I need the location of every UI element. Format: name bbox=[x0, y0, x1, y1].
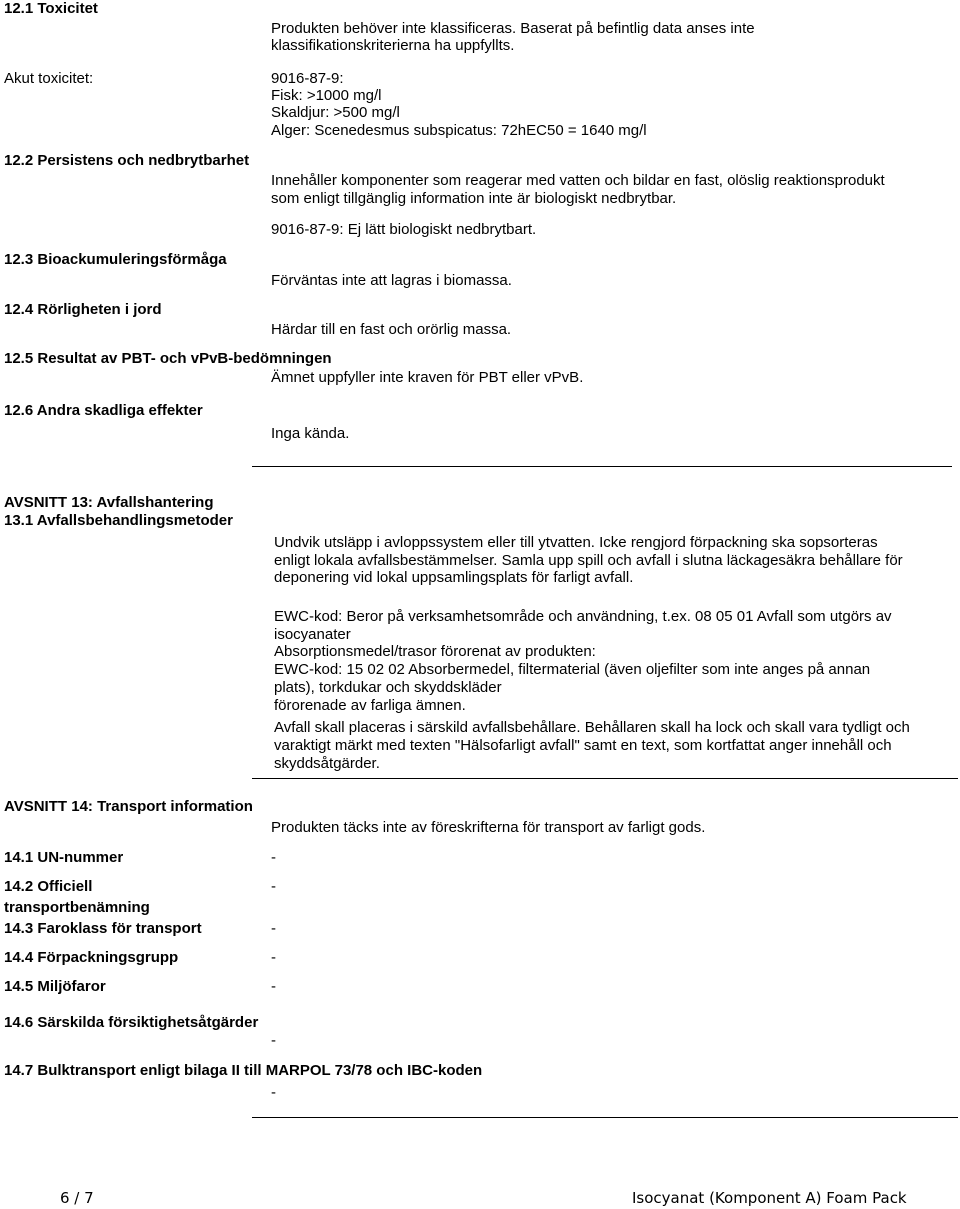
label-14-2-line-2: transportbenämning bbox=[4, 899, 150, 916]
waste-para-2-line-7: Avfall skall placeras i särskild avfallsbehållare. Behållaren skall ha lock och skall vara tydligt och bbox=[274, 719, 910, 736]
waste-para-2-line-5: plats), torkdukar och skyddskläder bbox=[274, 679, 502, 696]
label-14-3: 14.3 Faroklass för transport bbox=[4, 920, 202, 937]
section-divider bbox=[252, 1117, 958, 1118]
toxicity-text-line-2: klassifikationskriterierna ha uppfyllts. bbox=[271, 37, 515, 54]
heading-12-3: 12.3 Bioackumuleringsförmåga bbox=[4, 251, 227, 268]
acute-toxicity-crustacea: Skaldjur: >500 mg/l bbox=[271, 104, 400, 121]
label-14-4: 14.4 Förpackningsgrupp bbox=[4, 949, 179, 966]
waste-para-2-line-6: förorenade av farliga ämnen. bbox=[274, 697, 466, 714]
persistence-text-2: 9016-87-9: Ej lätt biologiskt nedbrytbart. bbox=[271, 221, 537, 238]
heading-13-1: 13.1 Avfallsbehandlingsmetoder bbox=[4, 512, 233, 529]
heading-section-13: AVSNITT 13: Avfallshantering bbox=[4, 494, 214, 511]
value-14-6: - bbox=[271, 1032, 276, 1049]
other-effects-text: Inga kända. bbox=[271, 425, 350, 442]
heading-12-6: 12.6 Andra skadliga effekter bbox=[4, 402, 203, 419]
section-divider bbox=[252, 778, 958, 779]
acute-toxicity-cas: 9016-87-9: bbox=[271, 70, 344, 87]
label-14-2: 14.2 Officiell bbox=[4, 878, 93, 895]
product-name: Isocyanat (Komponent A) Foam Pack bbox=[632, 1189, 907, 1207]
persistence-text-line-1: Innehåller komponenter som reagerar med vatten och bildar en fast, olöslig reaktionsprodukt bbox=[271, 172, 885, 189]
mobility-text: Härdar till en fast och orörlig massa. bbox=[271, 321, 512, 338]
label-14-1: 14.1 UN-nummer bbox=[4, 849, 124, 866]
value-14-2: - bbox=[271, 878, 276, 895]
toxicity-text-line-1: Produkten behöver inte klassificeras. Baserat på befintlig data anses inte bbox=[271, 20, 755, 37]
waste-para-1-line-3: deponering vid lokal uppsamlingsplats för farligt avfall. bbox=[274, 569, 634, 586]
pbt-text: Ämnet uppfyller inte kraven för PBT eller vPvB. bbox=[271, 369, 584, 386]
waste-para-1-line-1: Undvik utsläpp i avloppssystem eller till ytvatten. Icke rengjord förpackning ska sopsorteras bbox=[274, 534, 878, 551]
heading-12-4: 12.4 Rörligheten i jord bbox=[4, 301, 162, 318]
waste-para-1-line-2: enligt lokala avfallsbestämmelser. Samla upp spill och avfall i slutna läckagesäkra behållare för bbox=[274, 552, 903, 569]
value-14-3: - bbox=[271, 920, 276, 937]
waste-para-2-line-2: isocyanater bbox=[274, 626, 351, 643]
label-14-6: 14.6 Särskilda försiktighetsåtgärder bbox=[4, 1014, 259, 1031]
acute-toxicity-fish: Fisk: >1000 mg/l bbox=[271, 87, 382, 104]
waste-para-2-line-9: skyddsåtgärder. bbox=[274, 755, 380, 772]
persistence-text-line-2: som enligt tillgänglig information inte är biologiskt nedbrytbar. bbox=[271, 190, 677, 207]
heading-12-5: 12.5 Resultat av PBT- och vPvB-bedömningen bbox=[4, 350, 332, 367]
value-14-1: - bbox=[271, 849, 276, 866]
waste-para-2-line-1: EWC-kod: Beror på verksamhetsområde och användning, t.ex. 08 05 01 Avfall som utgörs av bbox=[274, 608, 892, 625]
value-14-4: - bbox=[271, 949, 276, 966]
acute-toxicity-algae: Alger: Scenedesmus subspicatus: 72hEC50 = 1640 mg/l bbox=[271, 122, 647, 139]
acute-toxicity-label: Akut toxicitet: bbox=[4, 70, 94, 87]
label-14-5: 14.5 Miljöfaror bbox=[4, 978, 106, 995]
transport-intro: Produkten täcks inte av föreskrifterna för transport av farligt gods. bbox=[271, 819, 706, 836]
waste-para-2-line-8: varaktigt märkt med texten "Hälsofarligt avfall" samt en text, som kortfattat anger innehåll och bbox=[274, 737, 892, 754]
waste-para-2-line-3: Absorptionsmedel/trasor förorenat av produkten: bbox=[274, 643, 596, 660]
waste-para-2-line-4: EWC-kod: 15 02 02 Absorbermedel, filtermaterial (även oljefilter som inte anges på annan bbox=[274, 661, 871, 678]
value-14-5: - bbox=[271, 978, 276, 995]
value-14-7: - bbox=[271, 1084, 276, 1101]
heading-12-1: 12.1 Toxicitet bbox=[4, 0, 98, 17]
bioaccumulation-text: Förväntas inte att lagras i biomassa. bbox=[271, 272, 512, 289]
heading-12-2: 12.2 Persistens och nedbrytbarhet bbox=[4, 152, 250, 169]
heading-section-14: AVSNITT 14: Transport information bbox=[4, 798, 253, 815]
label-14-7: 14.7 Bulktransport enligt bilaga II till MARPOL 73/78 och IBC-koden bbox=[4, 1062, 483, 1079]
page-number: 6 / 7 bbox=[60, 1189, 94, 1207]
section-divider bbox=[252, 466, 952, 467]
